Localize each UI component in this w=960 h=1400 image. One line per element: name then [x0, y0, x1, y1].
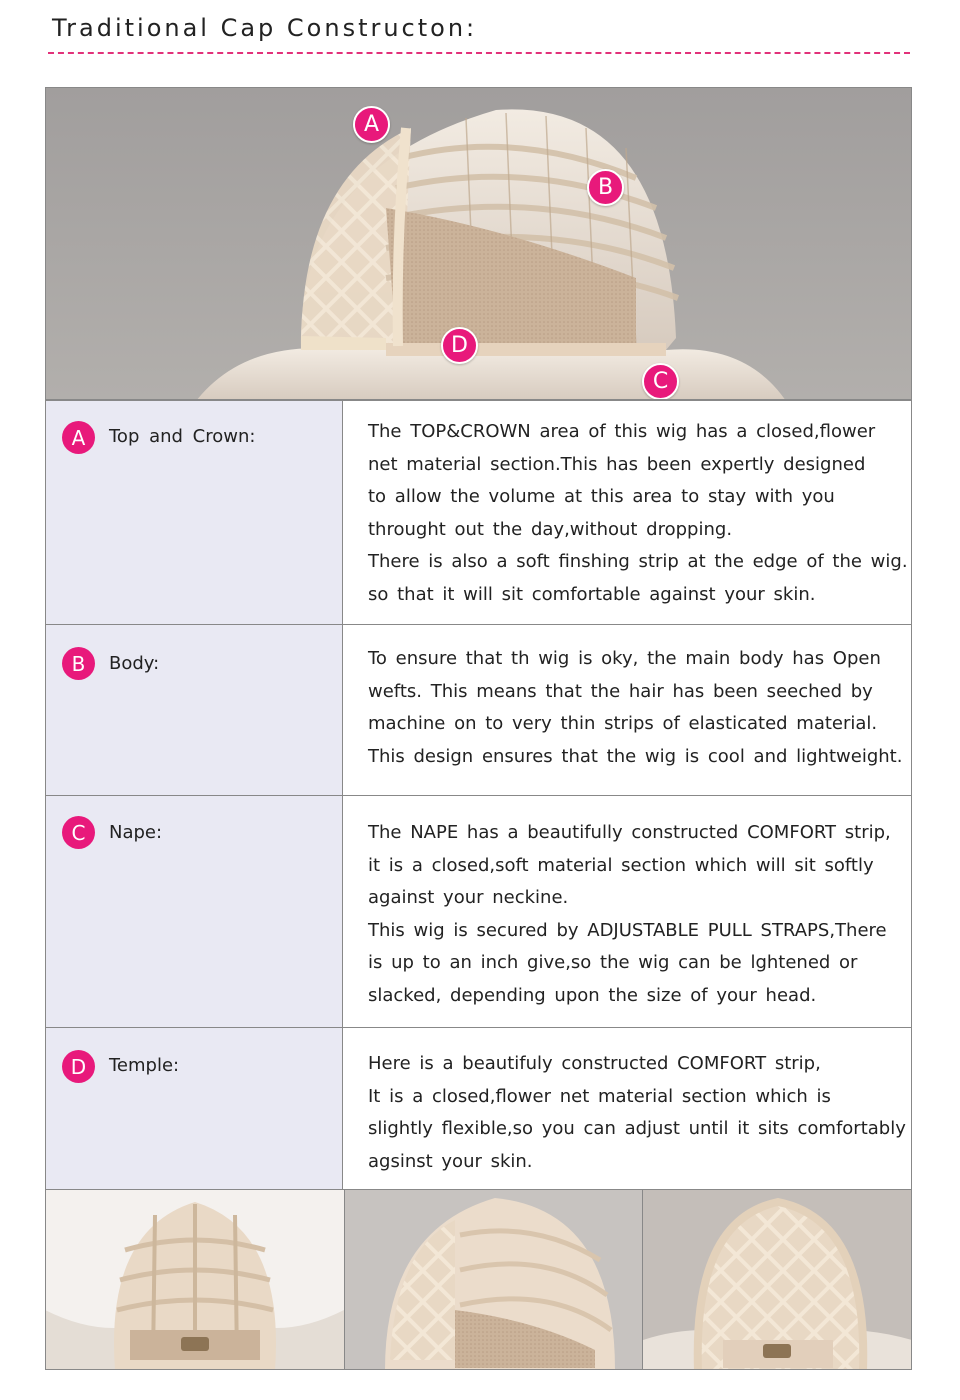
marker-c: C — [642, 363, 679, 400]
badge-b: B — [62, 647, 95, 680]
description-line: The NAPE has a beautifully constructed COMFORT strip, — [368, 822, 891, 843]
section-label: Nape: — [109, 822, 163, 843]
description-line: is up to an inch give,so the wig can be lghtened or — [368, 952, 858, 973]
badge-d: D — [62, 1050, 95, 1083]
description-line: The TOP&CROWN area of this wig has a closed,flower — [368, 421, 876, 442]
badge-c: C — [62, 816, 95, 849]
section-label: Temple: — [109, 1055, 180, 1076]
description-line: There is also a soft finshing strip at the edge of the wig. — [368, 551, 908, 572]
description-line: throught out the day,without dropping. — [368, 518, 733, 540]
content-frame — [45, 87, 912, 1370]
description-line: to allow the volume at this area to stay with you — [368, 486, 835, 507]
description-line: agsinst your skin. — [368, 1150, 533, 1172]
description-line: net material section.This has been expertly designed — [368, 453, 866, 475]
description-line: machine on to very thin strips of elasticated material. — [368, 713, 878, 734]
description-line: Here is a beautifuly constructed COMFORT strip, — [368, 1053, 821, 1074]
description-line: To ensure that th wig is oky, the main body has Open — [368, 648, 881, 669]
description-line: wefts. This means that the hair has been seeched by — [368, 680, 873, 702]
description-line: This design ensures that the wig is cool and lightweight. — [368, 745, 903, 767]
marker-b: B — [587, 169, 624, 206]
marker-d: D — [441, 327, 478, 364]
description-line: slacked, depending upon the size of your head. — [368, 984, 817, 1006]
section-label: Body: — [109, 653, 160, 674]
page-title: Traditional Cap Constructon: — [52, 14, 478, 42]
section-label: Top and Crown: — [109, 426, 256, 447]
description-line: slightly flexible,so you can adjust until it sits comfortably — [368, 1118, 906, 1139]
title-divider — [48, 52, 910, 54]
description-line: so that it will sit comfortable against your skin. — [368, 583, 816, 605]
description-line: It is a closed,flower net material section which is — [368, 1085, 831, 1107]
description-line: This wig is secured by ADJUSTABLE PULL STRAPS,There — [368, 919, 887, 941]
description-line: it is a closed,soft material section which will sit softly — [368, 854, 874, 876]
description-line: against your neckine. — [368, 887, 569, 908]
badge-a: A — [62, 421, 95, 454]
marker-a: A — [353, 106, 390, 143]
